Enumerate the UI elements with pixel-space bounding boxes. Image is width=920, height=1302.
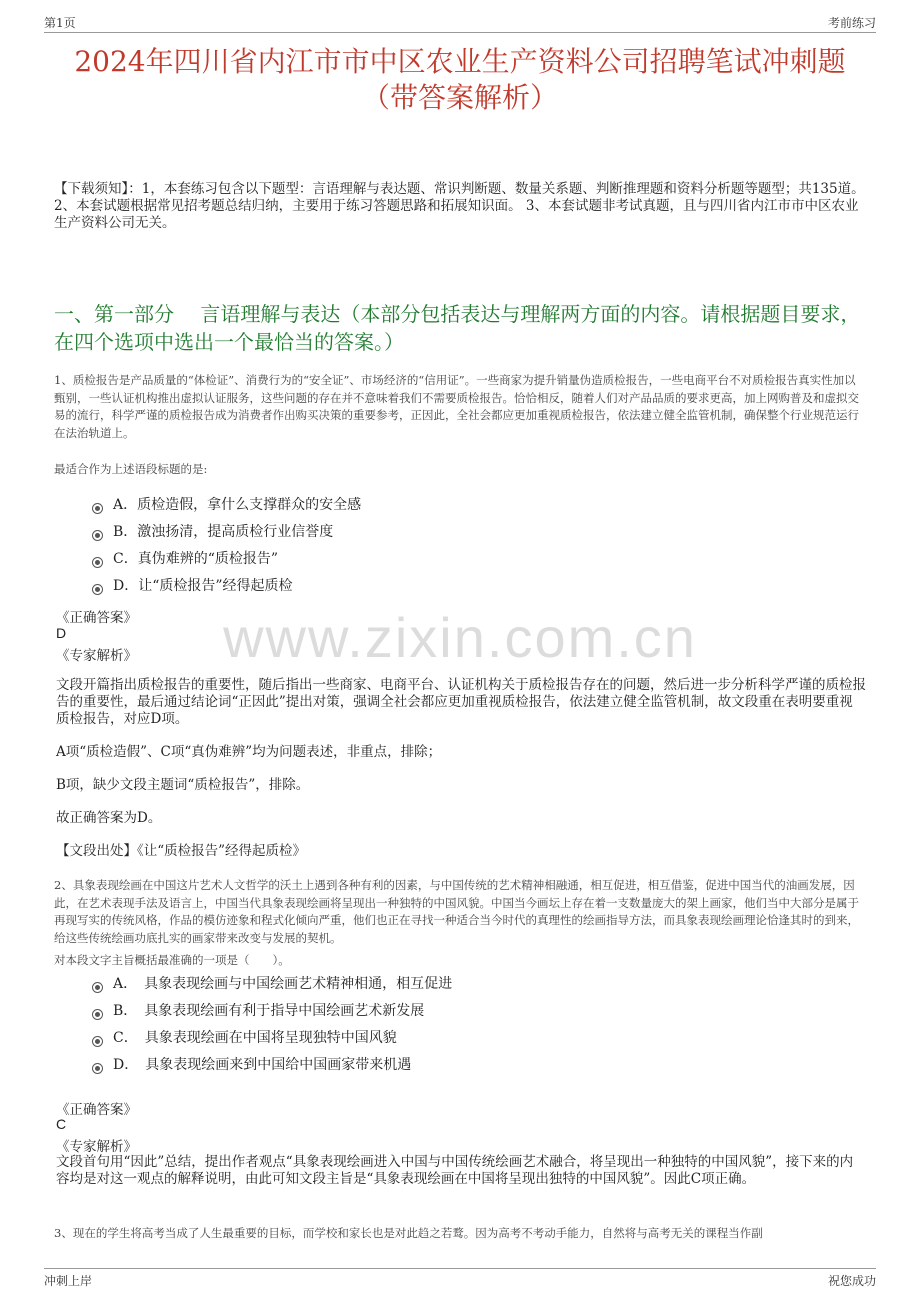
answer-value: D bbox=[56, 625, 67, 641]
question-2-option-c[interactable] bbox=[92, 1028, 397, 1048]
header-label: 考前练习 bbox=[827, 16, 876, 30]
radio-icon[interactable] bbox=[92, 1009, 103, 1020]
option-label: C．真伪难辨的“质检报告” bbox=[113, 551, 279, 567]
question-1-option-b[interactable] bbox=[92, 522, 333, 542]
footer-rule bbox=[44, 1268, 876, 1269]
analysis-label: 《专家解析》 bbox=[56, 648, 137, 664]
question-3-text: 3、现在的学生将高考当成了人生最重要的目标，而学校和家长也是对此趋之若鹜。因为高考不考动手能力，自然将与高考无关的课程当作副 bbox=[54, 1226, 763, 1240]
option-label: D．让“质检报告”经得起质检 bbox=[113, 578, 293, 594]
radio-icon[interactable] bbox=[92, 1036, 103, 1047]
analysis-line-b: B项，缺少文段主题词“质检报告”，排除。 bbox=[56, 777, 310, 793]
radio-icon[interactable] bbox=[92, 557, 103, 568]
question-2-analysis: 文段首句用“因此”总结，提出作者观点“具象表现绘画进入中国与中国传统绘画艺术融合，将呈现出一种独特的中国风貌”，接下来的内容均是对这一观点的解释说明，由此可知文段主旨是“具象表现绘画在中国将呈现出独特的中国风貌”。因此C项正确。 bbox=[56, 1154, 854, 1187]
question-2-option-d[interactable] bbox=[92, 1055, 411, 1075]
analysis-label: 《专家解析》 bbox=[56, 1139, 137, 1155]
question-2-text: 2、具象表现绘画在中国这片艺术人文哲学的沃土上遇到各种有利的因素，与中国传统的艺术精神相融通，相互促进，相互借鉴，促进中国当代的油画发展，因此，在艺术表现手法及语言上，中国当代具象表现绘画将呈现出一种独特的中国风貌。中国当今画坛上存在着一支数量庞大的架上画家，他们当中大部分是属于再现写实的传统风格，作品的模仿迹象和程式化倾向严重，他们也正在寻找一种适合当今时代的真理性的绘画指导方法，而具象表现绘画理论恰逢其时的到来，给这些传统绘画功底扎实的画家带来改变与发展的契机。 bbox=[54, 878, 859, 945]
page-number: 第1页 bbox=[44, 16, 76, 30]
option-label: D． 具象表现绘画来到中国给中国画家带来机遇 bbox=[113, 1057, 412, 1073]
radio-icon[interactable] bbox=[92, 1063, 103, 1074]
answer-label: 《正确答案》 bbox=[56, 1102, 137, 1118]
header-rule bbox=[44, 32, 876, 33]
radio-icon[interactable] bbox=[92, 530, 103, 541]
answer-value: C bbox=[56, 1116, 67, 1132]
question-1-option-c[interactable] bbox=[92, 549, 278, 569]
radio-icon[interactable] bbox=[92, 982, 103, 993]
question-1-prompt: 最适合作为上述语段标题的是: bbox=[54, 462, 208, 476]
footer-left: 冲刺上岸 bbox=[44, 1274, 93, 1288]
radio-icon[interactable] bbox=[92, 503, 103, 514]
section-heading: 一、第一部分 言语理解与表达（本部分包括表达与理解两方面的内容。请根据题目要求，在四个选项中选出一个最恰当的答案。） bbox=[54, 302, 861, 354]
option-label: B． 具象表现绘画有利于指导中国绘画艺术新发展 bbox=[113, 1003, 425, 1019]
option-label: A． 具象表现绘画与中国绘画艺术精神相通，相互促进 bbox=[113, 976, 453, 992]
question-1-option-a[interactable] bbox=[92, 495, 361, 515]
radio-icon[interactable] bbox=[92, 584, 103, 595]
watermark: www.zixin.com.cn bbox=[223, 606, 697, 669]
question-2-option-a[interactable] bbox=[92, 974, 452, 994]
question-2-option-b[interactable] bbox=[92, 1001, 424, 1021]
analysis-line-a: A项“质检造假”、C项“真伪难辨”均为问题表述，非重点，排除； bbox=[56, 744, 442, 760]
option-label: C． 具象表现绘画在中国将呈现独特中国风貌 bbox=[113, 1030, 397, 1046]
page-subtitle: （带答案解析） bbox=[361, 81, 558, 114]
footer-right: 祝您成功 bbox=[827, 1274, 876, 1288]
question-1-option-d[interactable] bbox=[92, 576, 293, 596]
text-source: 【文段出处】《让“质检报告”经得起质检》 bbox=[56, 843, 307, 859]
question-2-prompt: 对本段文字主旨概括最准确的一项是（ ）。 bbox=[54, 953, 290, 967]
question-1-analysis: 文段开篇指出质检报告的重要性，随后指出一些商家、电商平台、认证机构关于质检报告存在的问题，然后进一步分析科学严谨的质检报告的重要性，最后通过结论词“正因此”提出对策，强调全社会都应更加重视质检报告，依法建立健全监管机制，故文段重在表明要重视质检报告，对应D项。 bbox=[56, 677, 866, 727]
option-label: B．激浊扬清，提高质检行业信誉度 bbox=[113, 524, 334, 540]
answer-label: 《正确答案》 bbox=[56, 610, 137, 626]
analysis-conclusion: 故正确答案为D。 bbox=[56, 810, 162, 826]
page-title: 2024年四川省内江市市中区农业生产资料公司招聘笔试冲刺题 bbox=[74, 45, 846, 78]
download-notice: 【下载须知】：1，本套练习包含以下题型：言语理解与表达题、常识判断题、数量关系题、判断推理题和资料分析题等题型；共135道。 2、本套试题根据常见招考题总结归纳，主要用于练习答题思路和拓展知识面。 3、本套试题非考试真题，且与四川省内江市市中区农业生产资料公司无关。 bbox=[54, 181, 865, 231]
option-label: A．质检造假，拿什么支撑群众的安全感 bbox=[113, 497, 362, 513]
question-1-text: 1、质检报告是产品质量的“体检证”、消费行为的“安全证”、市场经济的“信用证”。一些商家为提升销量伪造质检报告，一些电商平台不对质检报告真实性加以甄别，一些认证机构推出虚拟认证服务，这些问题的存在并不意味着我们不需要质检报告。恰恰相反，随着人们对产品品质的要求更高，加上网购普及和虚拟交易的流行，科学严谨的质检报告成为消费者作出购买决策的重要参考，正因此，全社会都应更加重视质检报告，依法建立健全监管机制，确保整个行业规范运行在法治轨道上。 bbox=[54, 373, 859, 440]
